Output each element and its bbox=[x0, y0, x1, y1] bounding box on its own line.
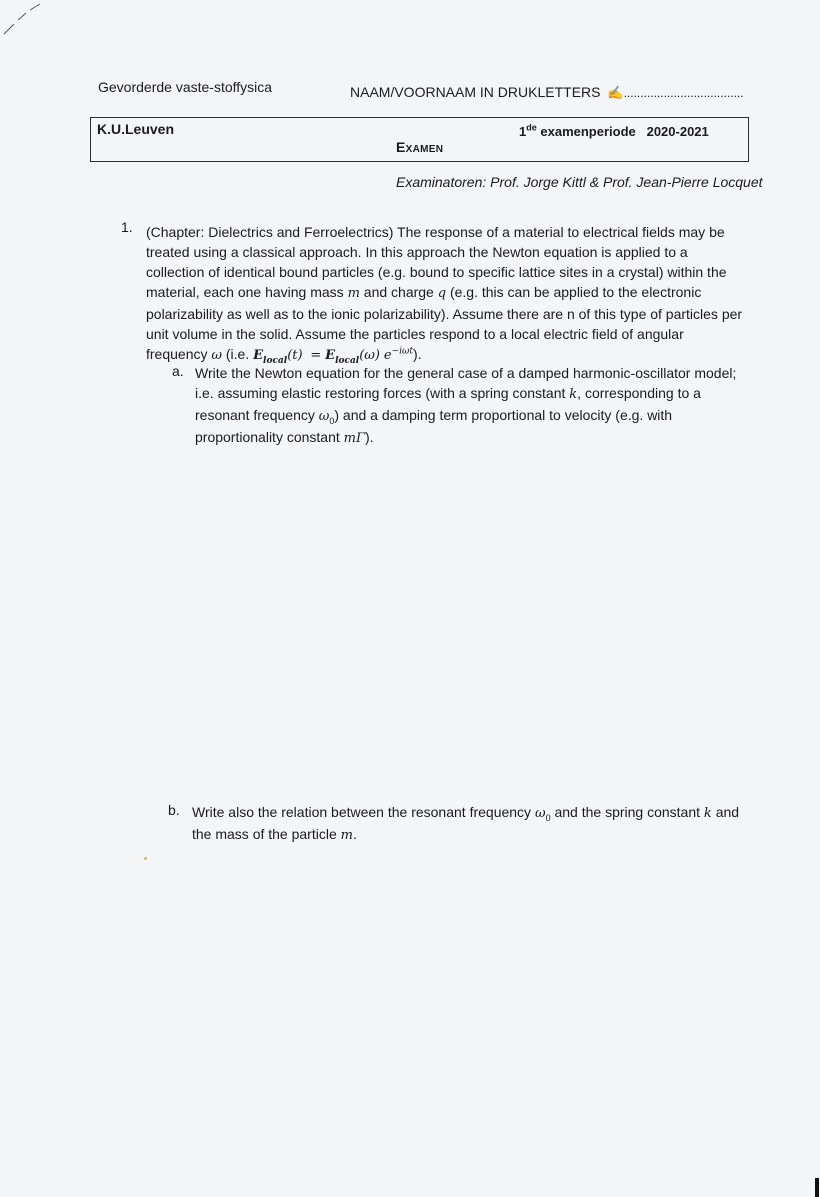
examinators-line: Examinatoren: Prof. Jorge Kittl & Prof. Jean-Pierre Locquet bbox=[396, 174, 763, 190]
part-b-label: b. bbox=[168, 802, 180, 818]
part-b-text: Write also the relation between the resonant frequency $\omega_0$ and the spring constant k and the mass of the particle m. bbox=[192, 804, 740, 843]
mass-symbol: m bbox=[347, 286, 360, 301]
academic-year: 2020-2021 bbox=[646, 124, 709, 139]
question-intro: (Chapter: Dielectrics and Ferroelectrics) The response of a material to electrical fields may be treated using a classical approach. In this approach the Newton equation is applied to a collection of identical bound particles (e.g. bound to specific lattice sites in a crystal) within the material, each one having mass m and charge q (e.g. this can be applied to the electronic polarizability as well as to the ionic polarizability). Assume there are n of this type of particles per unit volume in the solid. Assume the particles respond to a local electric field of angular frequency ω (i.e. $E_{local}(t) = E_{local}(\omega)$ $e^{-i\omega t}$). bbox=[146, 224, 743, 366]
university-name: K.U.Leuven bbox=[97, 121, 175, 137]
omega-symbol: ω bbox=[211, 348, 222, 363]
spring-constant-symbol: k bbox=[569, 387, 578, 402]
pencil-scribble-mark bbox=[0, 0, 60, 40]
damping-symbol: mΓ bbox=[343, 431, 366, 446]
exam-header-box bbox=[90, 117, 749, 162]
exam-period bbox=[519, 124, 709, 139]
part-a-label: a. bbox=[172, 363, 184, 379]
name-field bbox=[350, 84, 744, 101]
part-a-text: Write the Newton equation for the general case of a damped harmonic-oscillator model; i.e. assuming elastic restoring forces (with a spring constant k, corresponding to a resonant frequency $\omega_0$) and a damping term proportional to velocity (e.g. with proportionality constant mΓ). bbox=[195, 365, 737, 446]
local-field-equation: $E_{local}(t) = E_{local}(\omega)$ $e^{-i\omega t}$ bbox=[253, 346, 413, 366]
paper-speck bbox=[144, 857, 147, 860]
period-number: 1 bbox=[519, 124, 527, 139]
question-number: 1. bbox=[121, 219, 133, 235]
period-text: examenperiode bbox=[540, 124, 636, 139]
name-field-label: NAAM/VOORNAAM IN DRUKLETTERS bbox=[350, 84, 601, 100]
name-field-dots: .................................... bbox=[623, 86, 744, 100]
course-title: Gevorderde vaste-stoffysica bbox=[98, 79, 273, 95]
page-edge-mark bbox=[815, 1178, 819, 1197]
charge-symbol: q bbox=[437, 286, 447, 301]
period-suffix: de bbox=[526, 122, 537, 133]
pencil-writing-icon: ✍ bbox=[607, 85, 624, 100]
exam-title: Examen bbox=[396, 139, 444, 155]
